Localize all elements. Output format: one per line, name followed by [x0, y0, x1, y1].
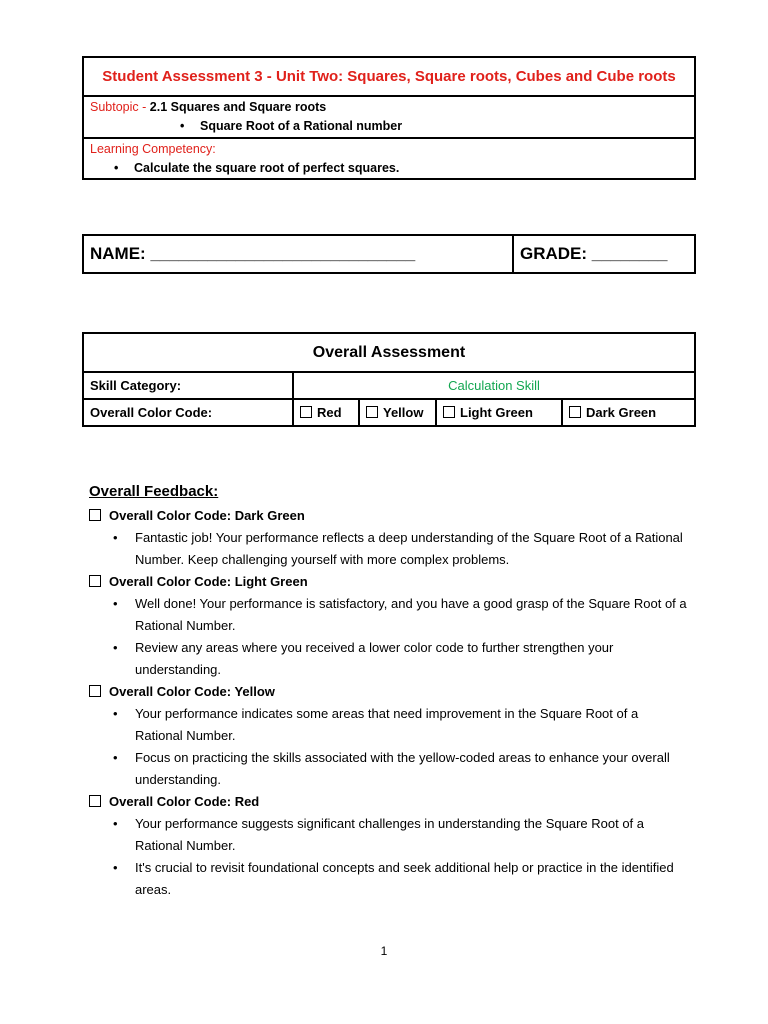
- option-light-green[interactable]: Light Green: [436, 399, 562, 426]
- list-item: • Fantastic job! Your performance reflects a deep understanding of the Square Root of a Rational Number. Keep challenging yourself with more complex problems.: [89, 527, 689, 571]
- overall-feedback-section: [89, 483, 689, 901]
- grade-field[interactable]: GRADE: ________: [513, 235, 695, 273]
- option-yellow[interactable]: Yellow: [359, 399, 436, 426]
- bullet-icon: •: [113, 816, 118, 831]
- subtopic-label: Subtopic -: [90, 100, 147, 114]
- list-item: • It's crucial to revisit foundational concepts and seek additional help or practice in the identified areas.: [89, 857, 689, 901]
- checkbox-icon[interactable]: [89, 509, 101, 521]
- checkbox-icon[interactable]: [89, 795, 101, 807]
- assessment-title: Student Assessment 3 - Unit Two: Squares, Square roots, Cubes and Cube roots: [83, 57, 695, 96]
- list-item: • Well done! Your performance is satisfactory, and you have a good grasp of the Square Root of a Rational Number.: [89, 593, 689, 637]
- checkbox-icon[interactable]: [300, 406, 312, 418]
- skill-category-label: Skill Category:: [83, 372, 293, 399]
- overall-assessment-table: [82, 332, 696, 427]
- name-field[interactable]: NAME: ____________________________: [83, 235, 513, 273]
- bullet-icon: •: [113, 530, 118, 545]
- level-dark-green[interactable]: Overall Color Code: Dark Green: [89, 505, 689, 527]
- bullet-icon: •: [180, 119, 185, 133]
- list-item: • Your performance indicates some areas that need improvement in the Square Root of a Rational Number.: [89, 703, 689, 747]
- checkbox-icon[interactable]: [366, 406, 378, 418]
- option-red[interactable]: Red: [293, 399, 359, 426]
- checkbox-icon[interactable]: [89, 685, 101, 697]
- subtopic-bullet: Square Root of a Rational number: [200, 119, 403, 133]
- checkbox-icon[interactable]: [569, 406, 581, 418]
- level-yellow[interactable]: Overall Color Code: Yellow: [89, 681, 689, 703]
- list-item: • Review any areas where you received a lower color code to further strengthen your understanding.: [89, 637, 689, 681]
- checkbox-icon[interactable]: [89, 575, 101, 587]
- bullet-icon: •: [113, 750, 118, 765]
- level-red[interactable]: Overall Color Code: Red: [89, 791, 689, 813]
- competency-cell: [83, 138, 695, 179]
- competency-bullet: Calculate the square root of perfect squares.: [134, 160, 400, 175]
- list-item: • Focus on practicing the skills associated with the yellow-coded areas to enhance your overall understanding.: [89, 747, 689, 791]
- color-code-label: Overall Color Code:: [83, 399, 293, 426]
- checkbox-icon[interactable]: [443, 406, 455, 418]
- skill-category-value: Calculation Skill: [293, 372, 695, 399]
- subtopic-cell: [83, 96, 695, 138]
- competency-label: Learning Competency:: [90, 141, 216, 156]
- bullet-icon: •: [114, 160, 119, 175]
- overall-assessment-title: Overall Assessment: [83, 333, 695, 372]
- header-table: [82, 56, 696, 180]
- bullet-icon: •: [113, 860, 118, 875]
- bullet-icon: •: [113, 640, 118, 655]
- student-info-table: [82, 234, 696, 274]
- page-number: 1: [380, 944, 388, 958]
- feedback-title: Overall Feedback:: [89, 483, 219, 500]
- bullet-icon: •: [113, 596, 118, 611]
- list-item: • Your performance suggests significant challenges in understanding the Square Root of a Rational Number.: [89, 813, 689, 857]
- option-dark-green[interactable]: Dark Green: [562, 399, 695, 426]
- bullet-icon: •: [113, 706, 118, 721]
- level-light-green[interactable]: Overall Color Code: Light Green: [89, 571, 689, 593]
- subtopic-value: 2.1 Squares and Square roots: [149, 100, 327, 114]
